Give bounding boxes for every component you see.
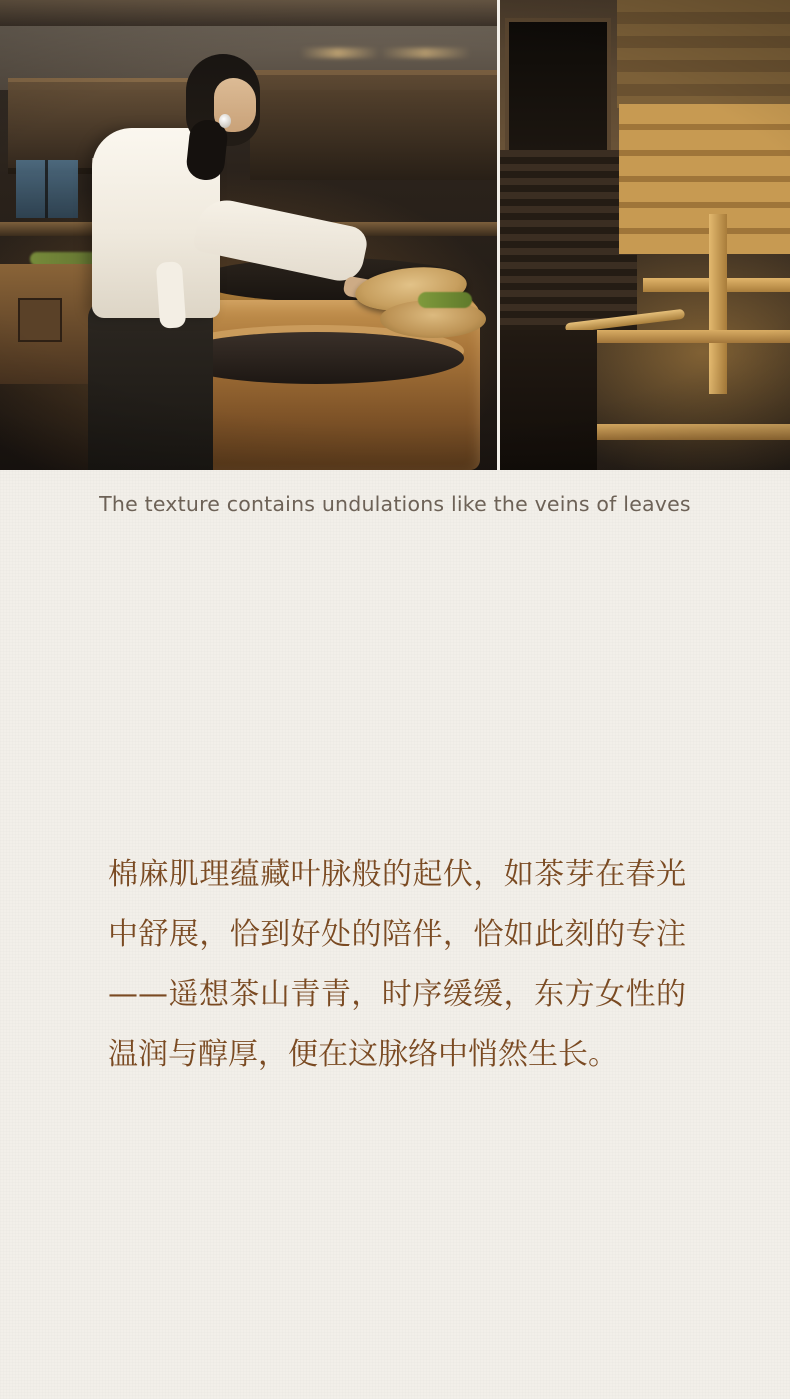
model-blouse-tie xyxy=(156,261,187,329)
hero-image xyxy=(0,0,790,470)
timber-frame-vertical xyxy=(709,214,727,394)
stacked-planks xyxy=(617,0,790,108)
hero-image-gutter xyxy=(497,0,500,470)
basket-tea-leaves xyxy=(418,292,472,308)
hero-image-right-photo xyxy=(497,0,790,470)
model-earring xyxy=(219,114,231,128)
workshop-doorway xyxy=(505,18,611,156)
wooden-steps xyxy=(619,104,790,254)
stacked-bamboo-trays xyxy=(497,150,637,330)
timber-frame-horizontal-mid xyxy=(587,330,790,343)
hero-image-left-photo xyxy=(0,0,497,470)
body-paragraph: 棉麻肌理蕴藏叶脉般的起伏，如茶芽在春光中舒展，恰到好处的陪伴，恰如此刻的专注——遥想茶山青青，时序缓缓，东方女性的温润与醇厚，便在这脉络中悄然生长。 xyxy=(108,857,686,1072)
ceiling-lights xyxy=(300,48,490,58)
shadowed-floor xyxy=(497,330,597,470)
model-skirt xyxy=(88,300,213,470)
ceiling-beam xyxy=(0,0,497,26)
hero-caption: The texture contains undulations like the veins of leaves xyxy=(99,492,691,516)
window xyxy=(16,160,78,218)
wooden-rack-right xyxy=(250,70,497,180)
